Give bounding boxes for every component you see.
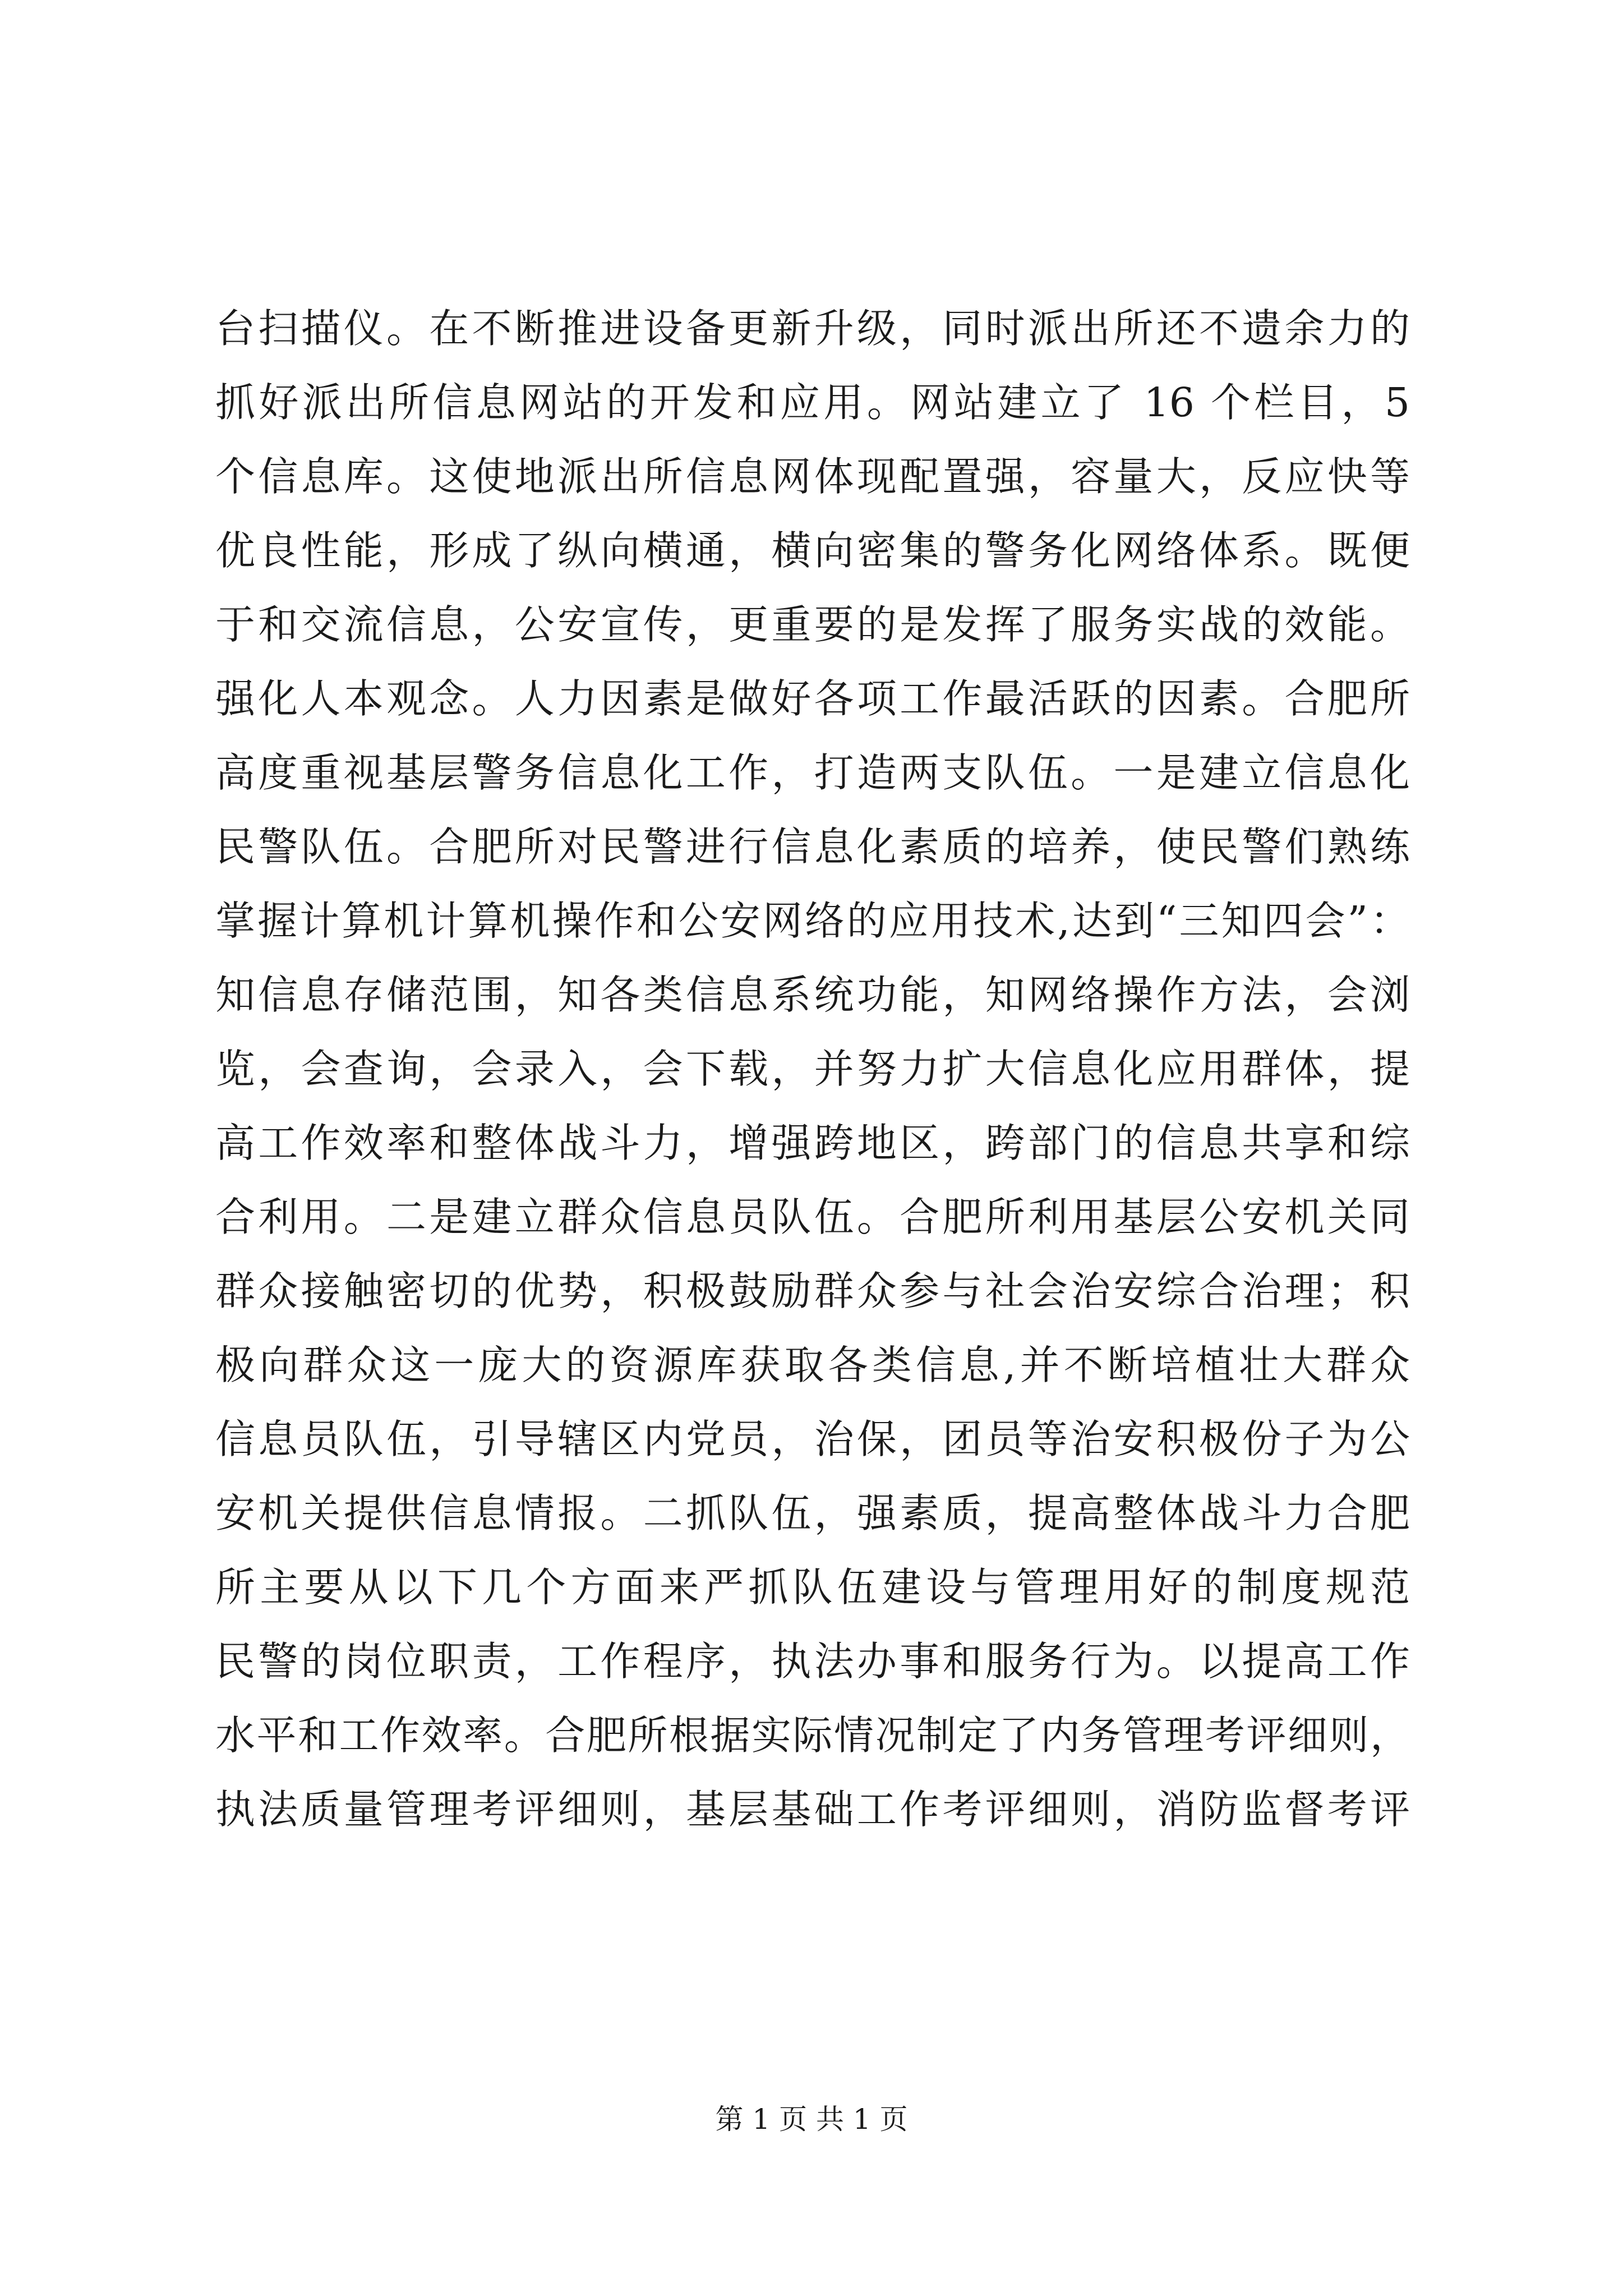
text-line: 高工作效率和整体战斗力，增强跨地区，跨部门的信息共享和综 [215,1120,1410,1166]
text-line: 个信息库。这使地派出所信息网体现配置强，容量大，反应快等 [215,453,1410,500]
text-line: 民警队伍。合肥所对民警进行信息化素质的培养，使民警们熟练 [215,823,1410,870]
text-line: 掌握计算机计算机操作和公安网络的应用技术,达到“三知四会”： [215,898,1410,944]
text-line: 优良性能，形成了纵向横通，横向密集的警务化网络体系。既便 [215,527,1410,574]
page-footer [0,2102,1623,2136]
text-line: 台扫描仪。在不断推进设备更新升级，同时派出所还不遗余力的 [215,305,1410,352]
text-line: 民警的岗位职责，工作程序，执法办事和服务行为。以提高工作 [215,1638,1410,1685]
text-line: 信息员队伍，引导辖区内党员，治保，团员等治安积极份子为公 [215,1416,1410,1462]
text-line: 群众接触密切的优势，积极鼓励群众参与社会治安综合治理；积 [215,1268,1410,1314]
text-line: 合利用。二是建立群众信息员队伍。合肥所利用基层公安机关同 [215,1194,1410,1240]
text-line: 安机关提供信息情报。二抓队伍，强素质，提高整体战斗力合肥 [215,1490,1410,1536]
text-line: 高度重视基层警务信息化工作，打造两支队伍。一是建立信息化 [215,749,1410,796]
page-number-label: 第 1 页 共 1 页 [715,2103,908,2136]
text-line: 强化人本观念。人力因素是做好各项工作最活跃的因素。合肥所 [215,675,1410,722]
text-line: 知信息存储范围，知各类信息系统功能，知网络操作方法，会浏 [215,972,1410,1018]
text-line: 抓好派出所信息网站的开发和应用。网站建立了 16 个栏目，5 [215,379,1410,426]
body-text [215,292,1410,1847]
text-line: 执法质量管理考评细则，基层基础工作考评细则，消防监督考评 [215,1786,1410,1833]
text-line: 于和交流信息，公安宣传，更重要的是发挥了服务实战的效能。 [215,601,1410,648]
text-line: 所主要从以下几个方面来严抓队伍建设与管理用好的制度规范 [215,1564,1410,1611]
text-line: 极向群众这一庞大的资源库获取各类信息,并不断培植壮大群众 [215,1342,1410,1388]
text-line: 水平和工作效率。合肥所根据实际情况制定了内务管理考评细则， [215,1712,1410,1759]
text-line: 览，会查询，会录入，会下载，并努力扩大信息化应用群体，提 [215,1046,1410,1092]
